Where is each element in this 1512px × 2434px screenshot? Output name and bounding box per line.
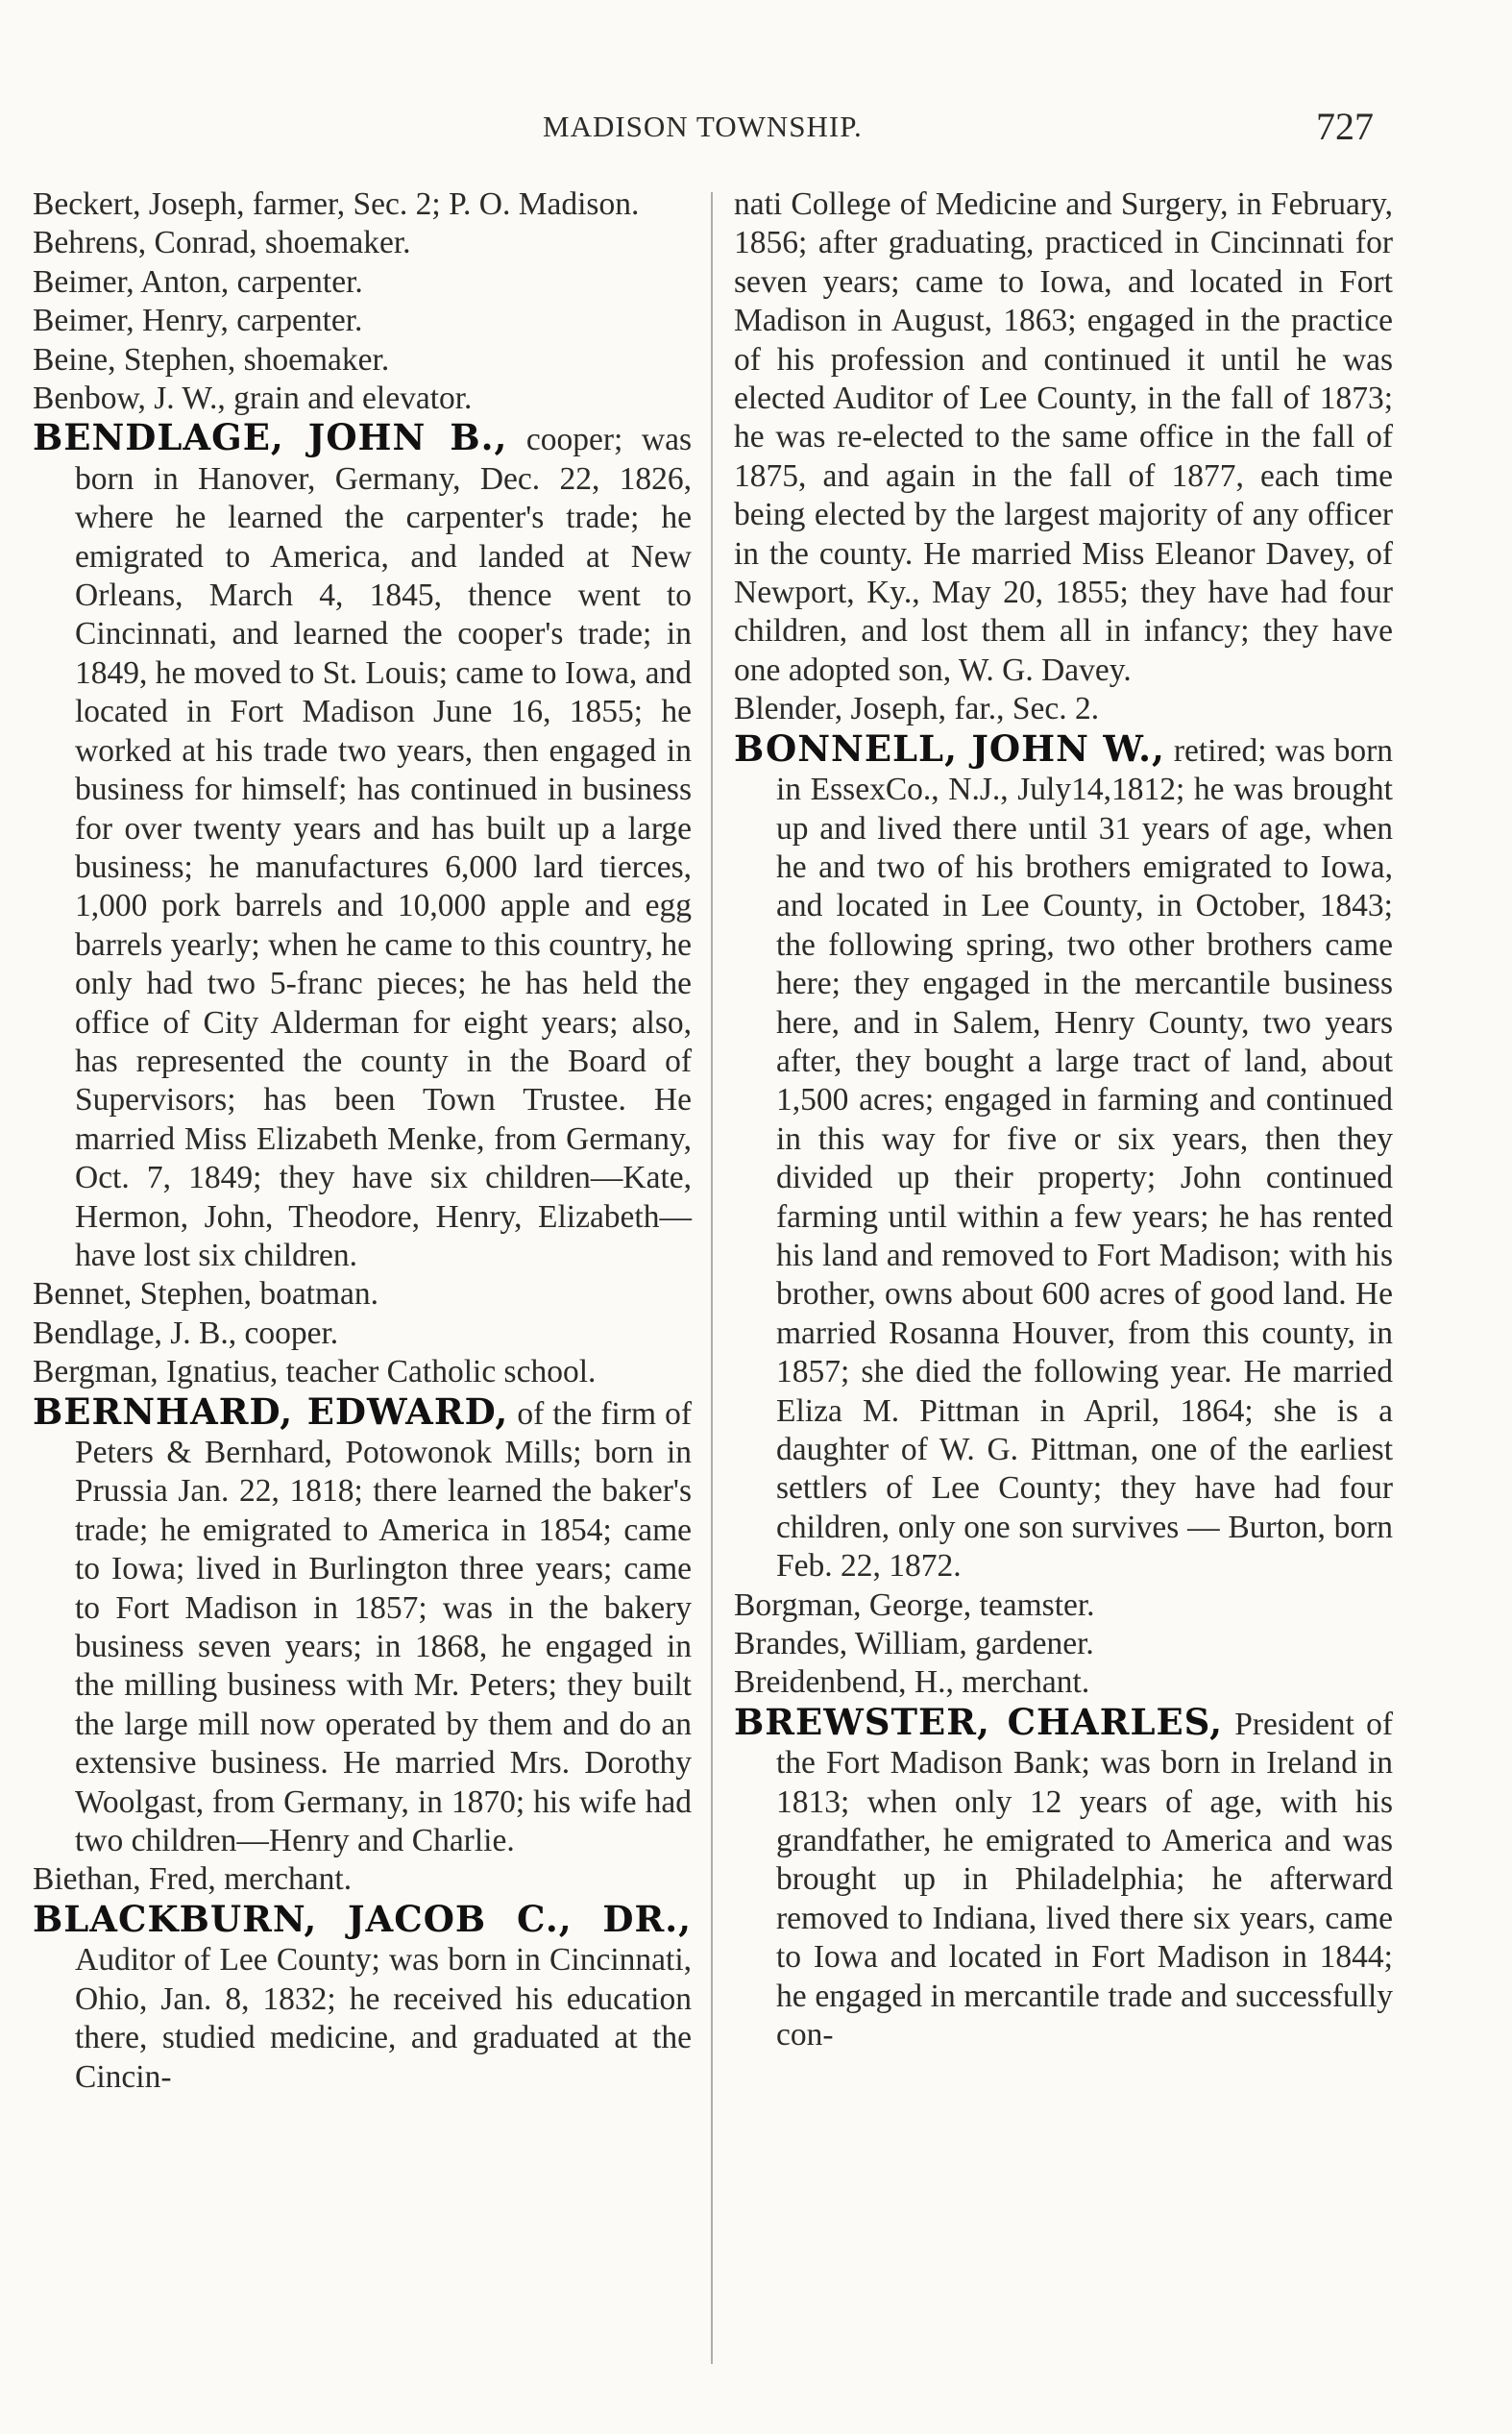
directory-entry: Benbow, J. W., grain and elevator. [33, 381, 473, 417]
directory-entry: Behrens, Conrad, shoemaker. [33, 225, 411, 261]
biography-entry: BREWSTER, CHARLES, President of the Fort Madison Bank; was born in Ireland in 1813; when only 12 years of age, with his grandfather, he emigrated to America and was brought up in Philadelphia; he afterward removed to Indiana, lived there six years, came to Iowa and located in Fort Madison in 1844; he engaged in mercantile trade and successfully con- [734, 1700, 1393, 2053]
directory-entry: Bendlage, J. B., cooper. [33, 1315, 339, 1351]
column-divider [711, 192, 713, 2364]
biography-name: BENDLAGE, JOHN B., [33, 416, 508, 459]
directory-entry: Breidenbend, H., merchant. [734, 1664, 1090, 1701]
right-column [734, 185, 1393, 2055]
directory-entry: Beine, Stephen, shoemaker. [33, 341, 390, 378]
directory-entry: Biethan, Fred, merchant. [33, 1861, 353, 1898]
directory-entry: Bennet, Stephen, boatman. [33, 1276, 379, 1313]
biography-name: BERNHARD, EDWARD, [33, 1389, 509, 1433]
directory-entry: Beimer, Anton, carpenter. [33, 263, 363, 300]
biography-entry: BENDLAGE, JOHN B., cooper; was born in Hanover, Germany, Dec. 22, 1826, where he learned the carpenter's trade; he emigrated to America, and landed at New Orleans, March 4, 1845, thence went to Cincinnati, and learned the cooper's trade; in 1849, he moved to St. Louis; came to Iowa, and located in Fort Madison June 16, 1855; he worked at his trade two years, then engaged in business for himself; has continued in business for over twenty years and has built up a large business; he manufactures 6,000 lard tierces, 1,000 pork barrels and 10,000 apple and egg barrels yearly; when he came to this country, he only had two 5-franc pieces; he has held the office of City Alderman for eight years; also, has represented the county in the Board of Supervisors; has been Town Trustee. He married Miss Elizabeth Menke, from Germany, Oct. 7, 1849; they have six children—Kate, Hermon, John, Theodore, Henry, Elizabeth—have lost six children. [33, 416, 692, 1273]
biography-name: BLACKBURN, JACOB C., DR., [33, 1897, 692, 1940]
directory-entry: Beimer, Henry, carpenter. [33, 303, 363, 339]
biography-entry: BLACKBURN, JACOB C., DR., Auditor of Lee County; was born in Cincinnati, Ohio, Jan. 8, 1832; he received his education there, studied medicine, and graduated at the Cincin- [33, 1897, 692, 2095]
directory-entry: Beckert, Joseph, farmer, Sec. 2; P. O. Madison. [33, 186, 640, 222]
directory-entry: Bergman, Ignatius, teacher Catholic school. [33, 1354, 597, 1390]
biography-entry: BERNHARD, EDWARD, of the firm of Peters & Bernhard, Potowonok Mills; born in Prussia Jan. 22, 1818; there learned the baker's trade; he emigrated to America in 1854; came to Iowa; lived in Burlington three years; came to Fort Madison in 1857; was in the bakery business seven years; in 1868, he engaged in the milling business with Mr. Peters; they built the large mill now operated by them and do an extensive business. He married Mrs. Dorothy Woolgast, from Germany, in 1870; his wife had two children—Henry and Charlie. [33, 1389, 692, 1859]
biography-name: BREWSTER, CHARLES, [734, 1700, 1223, 1743]
directory-entry: Borgman, George, teamster. [734, 1586, 1095, 1623]
page-header [0, 100, 1512, 158]
biography-name: BONNELL, JOHN W., [734, 726, 1165, 770]
running-head: MADISON TOWNSHIP. [543, 110, 863, 143]
directory-entry: Brandes, William, gardener. [734, 1626, 1094, 1662]
left-column [33, 185, 692, 2097]
page-number: 727 [1316, 105, 1374, 148]
directory-entry: Blender, Joseph, far., Sec. 2. [734, 691, 1100, 727]
biography-continuation: nati College of Medicine and Surgery, in February, 1856; after graduating, practiced in Cincinnati for seven years; came to Iowa, and located in Fort Madison in August, 1863; engaged in the practice of his profession and continued it until he was elected Auditor of Lee County, in the fall of 1873; he was re-elected to the same office in the fall of 1875, and again in the fall of 1877, each time being elected by the largest majority of any officer in the county. He married Miss Eleanor Davey, of Newport, Ky., May 20, 1855; they have had four children, and lost them all in infancy; they have one adopted son, W. G. Davey. [734, 186, 1393, 688]
biography-entry: BONNELL, JOHN W., retired; was born in EssexCo., N.J., July14,1812; he was brought up and lived there until 31 years of age, when he and two of his brothers emigrated to Iowa, and located in Lee County, in October, 1843; the following spring, two other brothers came here; they engaged in the mercantile business here, and in Salem, Henry County, two years after, they bought a large tract of land, about 1,500 acres; engaged in farming and continued in this way for five or six years, then they divided up their property; John continued farming until within a few years; he has rented his land and removed to Fort Madison; with his brother, owns about 600 acres of good land. He married Rosanna Houver, from this county, in 1857; she died the following year. He married Eliza M. Pittman in April, 1864; she is a daughter of W. G. Pittman, one of the earliest settlers of Lee County; they have had four children, only one son survives — Burton, born Feb. 22, 1872. [734, 726, 1393, 1585]
